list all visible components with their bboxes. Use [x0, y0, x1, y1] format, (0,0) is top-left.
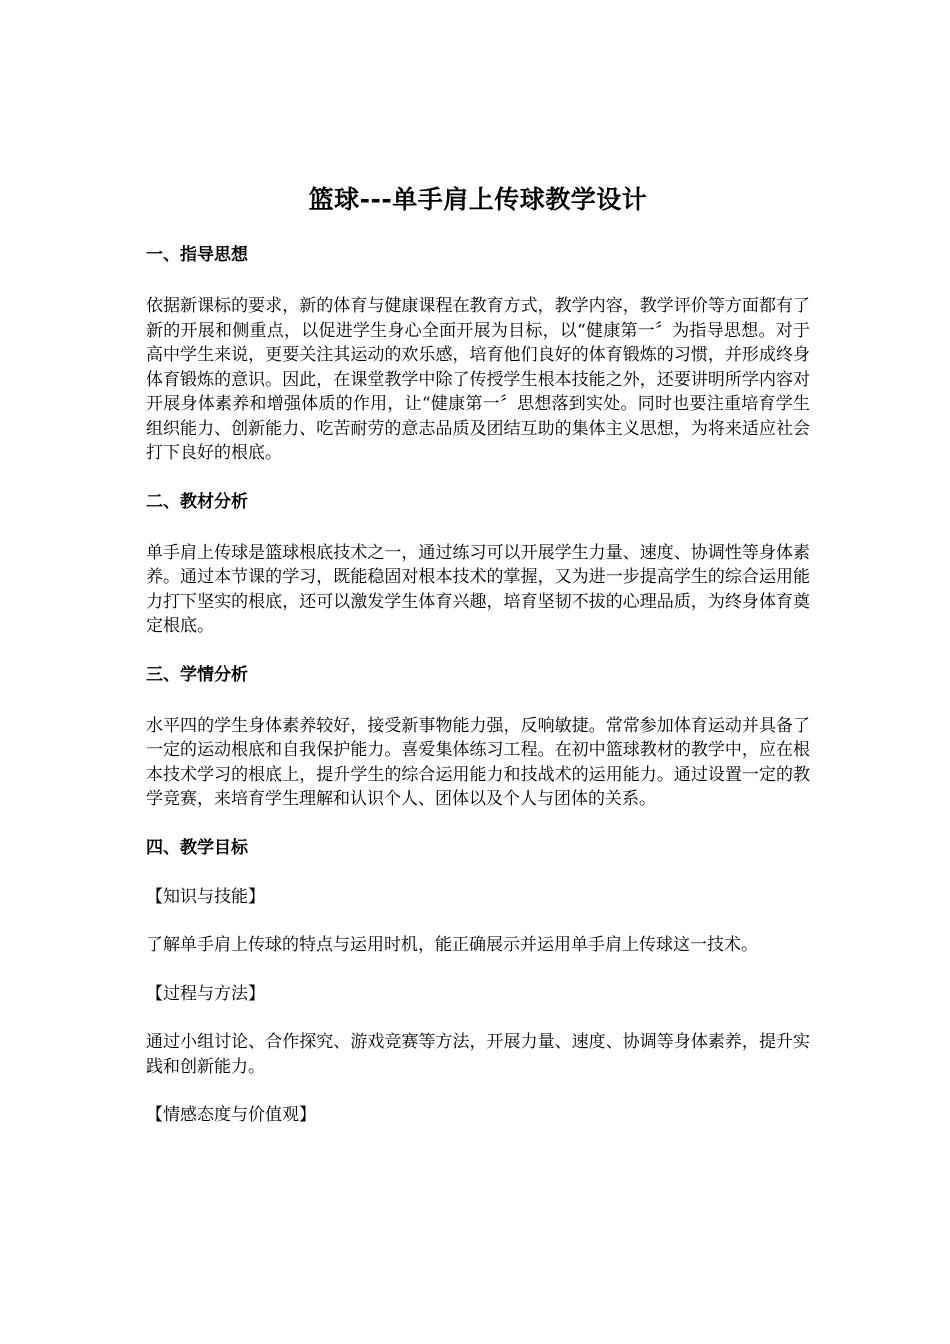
section-heading-learner-analysis: 三、学情分析 — [146, 664, 248, 685]
subsection-label-knowledge-skills: 【知识与技能】 — [146, 886, 265, 907]
section-heading-guiding-ideology: 一、指导思想 — [146, 245, 248, 265]
section-heading-material-analysis: 二、教材分析 — [146, 491, 248, 512]
document-title: 篮球---单手肩上传球教学设计 — [308, 185, 648, 214]
section-text-learner-analysis: 水平四的学生身体素养较好，接受新事物能力强，反响敏捷。常常参加体育运动并具备了一定的运动根底和自我保护能力。喜爱集体练习工程。在初中篮球教材的教学中，应在根本技术学习的根底上，提升学生的综合运用能力和技战术的运用能力。通过设置一定的教学竞赛，来培育学生理解和认识个人、团体以及个人与团体的关系。 — [146, 715, 810, 809]
subsection-text-knowledge-skills: 了解单手肩上传球的特点与运用时机，能正确展示并运用单手肩上传球这一技术。 — [146, 934, 758, 955]
subsection-text-process-methods: 通过小组讨论、合作探究、游戏竞赛等方法，开展力量、速度、协调等身体素养，提升实践和创新能力。 — [146, 1032, 810, 1077]
section-text-guiding-ideology: 依据新课标的要求，新的体育与健康课程在教育方式，教学内容，教学评价等方面都有了新的开展和侧重点，以促进学生身心全面开展为目标，以“健康第一〞为指导思想。对于高中学生来说，更要关注其运动的欢乐感，培育他们良好的体育锻炼的习惯，并形成终身体育锻炼的意识。因此，在课堂教学中除了传授学生根本技能之外，还要讲明所学内容对开展身体素养和增强体质的作用，让“健康第一〞思想落到实处。同时也要注重培育学生组织能力、创新能力、吃苦耐劳的意志品质及团结互助的集体主义思想，为将来适应社会打下良好的根底。 — [146, 296, 810, 463]
subsection-label-emotion-values: 【情感态度与价值观】 — [146, 1105, 316, 1125]
section-text-material-analysis: 单手肩上传球是篮球根底技术之一，通过练习可以开展学生力量、速度、协调性等身体素养。通过本节课的学习，既能稳固对根本技术的掌握，又为进一步提高学生的综合运用能力打下坚实的根底，还可以激发学生体育兴趣，培育坚韧不拔的心理品质，为终身体育奠定根底。 — [146, 542, 810, 636]
section-heading-teaching-objectives: 四、教学目标 — [146, 837, 248, 858]
subsection-label-process-methods: 【过程与方法】 — [146, 984, 265, 1004]
